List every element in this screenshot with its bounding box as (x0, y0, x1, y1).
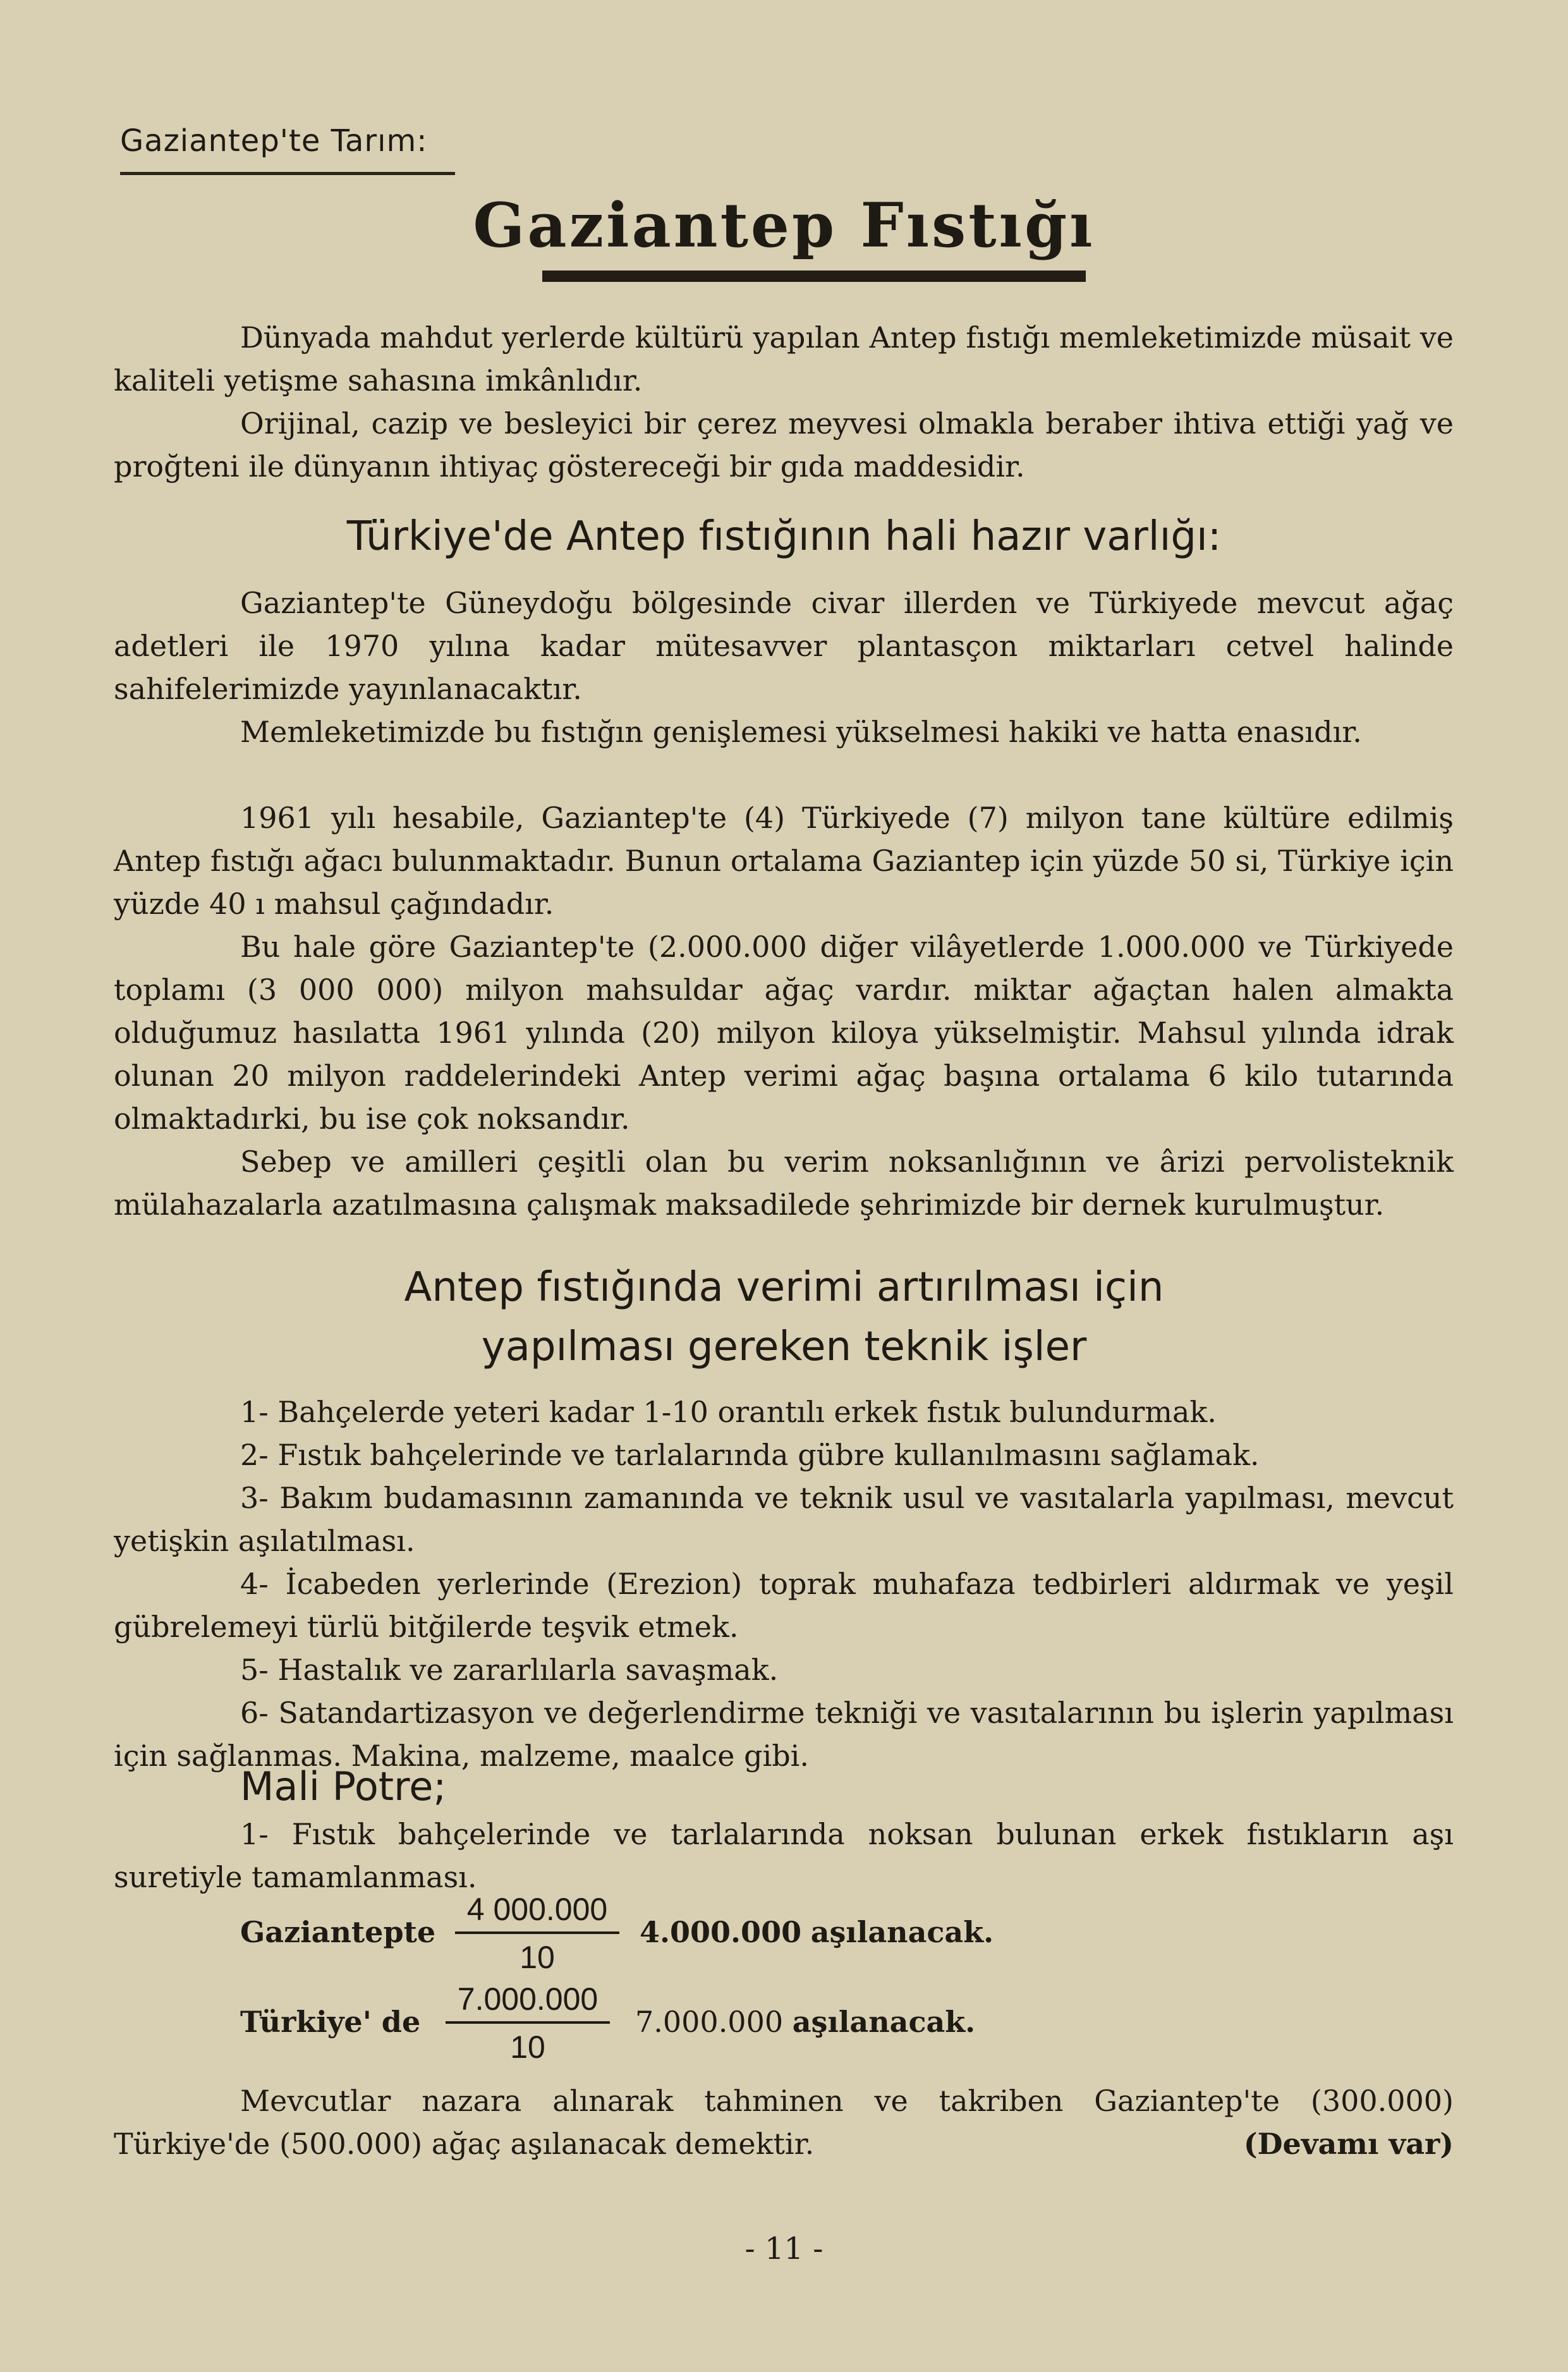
task-item-2: 2- Fıstık bahçelerinde ve tarlalarında gübre kullanılmasını sağlamak. (240, 1438, 1260, 1472)
mali-item-1: 1- Fıstık bahçelerinde ve tarlalarında noksan bulunan erkek fıstıkların aşı suretiyle tamamlanması. (114, 1817, 1454, 1894)
calc-action-turkiye: aşılanacak. (792, 2005, 976, 2039)
section1-paragraph-4: Bu hale göre Gaziantep'te (2.000.000 diğer vilâyetlerde 1.000.000 ve Türkiyede toplamı (3 000 000) milyon mahsuldar ağaç vardır. miktar ağaçtan halen almakta olduğumuz hasılatta 1961 yılında (20) milyon kiloya yükselmiştir. Mahsul yılında idrak olunan 20 milyon raddelerindeki Antep verimi ağaç başına ortalama 6 kilo tutarında olmaktadırki, bu ise çok noksandır. (114, 930, 1454, 1136)
calc-label-gaziantep: Gaziantepte (240, 1915, 436, 1949)
task-item-5: 5- Hastalık ve zararlılarla savaşmak. (240, 1653, 779, 1687)
section1-paragraph-5: Sebep ve amilleri çeşitli olan bu verim noksanlığının ve ârizi pervolisteknik mülahazalarla azatılmasına çalışmak maksadilede şehrimizde bir dernek kurulmuştur. (114, 1145, 1454, 1222)
calc-fraction-gaziantep (455, 1891, 619, 1976)
intro-paragraph-1: Dünyada mahdut yerlerde kültürü yapılan Antep fıstığı memleketimizde müsait ve kaliteli yetişme sahasına imkânlıdır. (114, 320, 1454, 398)
calc-fraction-turkiye (446, 1981, 610, 2065)
page-number: - 11 - (744, 2231, 824, 2266)
section1-heading: Türkiye'de Antep fıstığının hali hazır varlığı: (346, 513, 1222, 560)
calc-action-gaziantep: aşılanacak. (810, 1915, 994, 1949)
continued-note: (Devamı var) (1243, 2127, 1454, 2161)
task-item-1: 1- Bahçelerde yeteri kadar 1-10 orantılı erkek fıstık bulundurmak. (240, 1395, 1217, 1429)
closing-paragraph (114, 2079, 1454, 2165)
section2-heading-line2: yapılması gereken teknik işler (481, 1323, 1087, 1370)
section1-paragraph-1: Gaziantep'te Güneydoğu bölgesinde civar illerden ve Türkiyede mevcut ağaç adetleri ile 1970 yılına kadar mütesavver plantasçon miktarları cetvel halinde sahifelerimizde yayınlanacaktır. (114, 586, 1454, 706)
mali-potre-heading: Mali Potre; (240, 1763, 447, 1809)
calc-result-value-turkiye: 7.000.000 (635, 2005, 784, 2039)
task-item-4: 4- İcabeden yerlerinde (Erezion) toprak muhafaza tedbirleri aldırmak ve yeşil gübrelemeyi türlü bitğilerde teşvik etmek. (114, 1567, 1454, 1644)
calc-result-turkiye (635, 2005, 975, 2039)
page-title: Gaziantep Fıstığı (473, 190, 1095, 261)
section1-paragraph-2: Memleketimizde bu fıstığın genişlemesi yükselmesi hakiki ve hatta enasıdır. (240, 715, 1362, 749)
task-item-3: 3- Bakım budamasının zamanında ve teknik usul ve vasıtalarla yapılması, mevcut yetişkin aşılatılması. (114, 1481, 1454, 1558)
closing-text: Mevcutlar nazara alınarak tahminen ve takriben Gaziantep'te (300.000) Türkiye'de (500.000) ağaç aşılanacak demektir. (114, 2084, 1454, 2161)
title-rule (542, 271, 1086, 282)
calc-result-value-gaziantep: 4.000.000 (640, 1915, 802, 1949)
calc-denominator-turkiye: 10 (510, 2029, 545, 2065)
calc-numerator-gaziantep: 4 000.000 (455, 1891, 619, 1934)
calc-numerator-turkiye: 7.000.000 (446, 1981, 610, 2024)
running-head-rule (120, 172, 455, 175)
calc-result-gaziantep (640, 1915, 994, 1949)
section2-heading-line1: Antep fıstığında verimi artırılması için (404, 1264, 1164, 1311)
running-head: Gaziantep'te Tarım: (120, 123, 428, 159)
task-item-6: 6- Satandartizasyon ve değerlendirme tekniği ve vasıtalarının bu işlerin yapılması için sağlanmas. Makina, malzeme, maalce gibi. (114, 1696, 1454, 1773)
intro-paragraph-2: Orijinal, cazip ve besleyici bir çerez meyvesi olmakla beraber ihtiva ettiği yağ ve proğteni ile dünyanın ihtiyaç göstereceği bir gıda maddesidir. (114, 406, 1454, 484)
calc-label-turkiye: Türkiye' de (240, 2005, 421, 2039)
calc-denominator-gaziantep: 10 (520, 1940, 555, 1975)
section1-paragraph-3: 1961 yılı hesabile, Gaziantep'te (4) Türkiyede (7) milyon tane kültüre edilmiş Antep fıstığı ağacı bulunmaktadır. Bunun ortalama Gaziantep için yüzde 50 si, Türkiye için yüzde 40 ı mahsul çağındadır. (114, 801, 1454, 921)
